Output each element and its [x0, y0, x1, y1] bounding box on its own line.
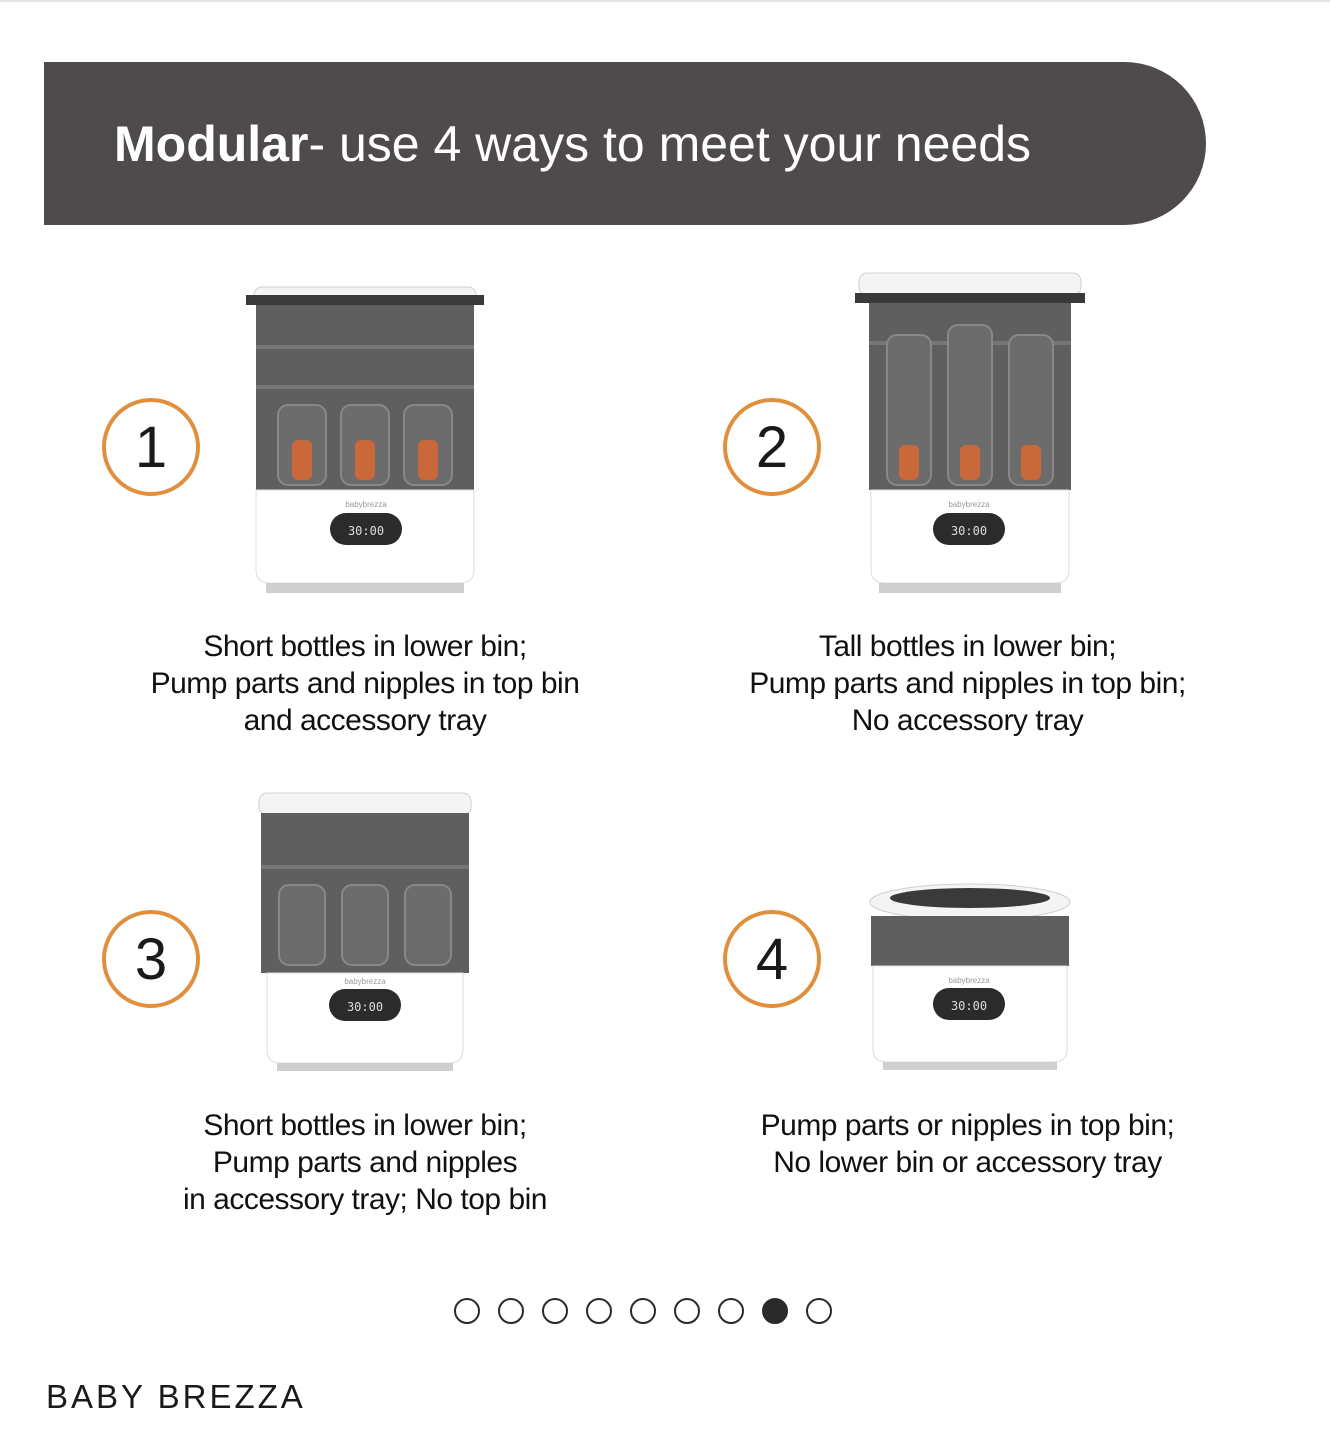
banner-title-bold: Modular — [114, 115, 309, 172]
config-caption-2 — [700, 628, 1235, 739]
caption-4-line-2: No lower bin or accessory tray — [773, 1146, 1162, 1179]
banner-title-rest: - use 4 ways to meet your needs — [308, 115, 1032, 172]
carousel-dot-9[interactable] — [806, 1298, 832, 1324]
carousel-dot-2[interactable] — [498, 1298, 524, 1324]
config-number-2-label: 2 — [755, 414, 789, 480]
sterilizer-image-3 — [245, 785, 485, 1075]
sterilizer-image-2 — [845, 265, 1095, 600]
sterilizer-3-logo: babybrezza — [344, 977, 386, 986]
carousel-dot-1[interactable] — [454, 1298, 480, 1324]
brand-name[interactable]: BABY BREZZA — [46, 1378, 306, 1415]
sterilizer-1-display: 30:00 — [347, 524, 385, 538]
caption-1-line-2: Pump parts and nipples in top bin — [150, 667, 580, 700]
top-divider — [0, 0, 1330, 2]
caption-2-line-3: No accessory tray — [851, 704, 1084, 737]
carousel-dot-7[interactable] — [718, 1298, 744, 1324]
carousel-dot-8[interactable] — [762, 1298, 788, 1324]
sterilizer-4-logo: babybrezza — [948, 976, 990, 985]
sterilizer-2-display: 30:00 — [950, 524, 988, 538]
carousel-dot-5[interactable] — [630, 1298, 656, 1324]
sterilizer-1-logo: babybrezza — [345, 500, 387, 509]
carousel-dot-4[interactable] — [586, 1298, 612, 1324]
config-caption-1 — [100, 628, 630, 739]
caption-4-line-1: Pump parts or nipples in top bin; — [760, 1109, 1175, 1142]
caption-3-line-1: Short bottles in lower bin; — [203, 1109, 527, 1142]
caption-1-line-1: Short bottles in lower bin; — [203, 630, 527, 663]
config-number-1-label: 1 — [134, 414, 168, 480]
sterilizer-3-display: 30:00 — [346, 1000, 384, 1014]
caption-1-line-3: and accessory tray — [243, 704, 487, 737]
config-number-2 — [723, 398, 821, 496]
sterilizer-image-4 — [855, 880, 1085, 1075]
config-number-4-label: 4 — [755, 926, 789, 992]
carousel-dot-6[interactable] — [674, 1298, 700, 1324]
caption-2-line-1: Tall bottles in lower bin; — [818, 630, 1117, 663]
caption-3-line-3: in accessory tray; No top bin — [182, 1183, 547, 1216]
banner-title — [114, 115, 1031, 173]
config-number-3 — [102, 910, 200, 1008]
caption-2-line-2: Pump parts and nipples in top bin; — [749, 667, 1186, 700]
header-banner — [44, 62, 1206, 225]
caption-3-line-2: Pump parts and nipples — [212, 1146, 518, 1179]
config-number-3-label: 3 — [134, 926, 168, 992]
carousel-pagination — [454, 1295, 832, 1327]
config-number-4 — [723, 910, 821, 1008]
carousel-dot-3[interactable] — [542, 1298, 568, 1324]
config-caption-3 — [100, 1107, 630, 1218]
config-number-1 — [102, 398, 200, 496]
sterilizer-image-1 — [240, 265, 490, 600]
sterilizer-4-display: 30:00 — [950, 999, 988, 1013]
sterilizer-2-logo: babybrezza — [948, 500, 990, 509]
config-caption-4 — [700, 1107, 1235, 1181]
